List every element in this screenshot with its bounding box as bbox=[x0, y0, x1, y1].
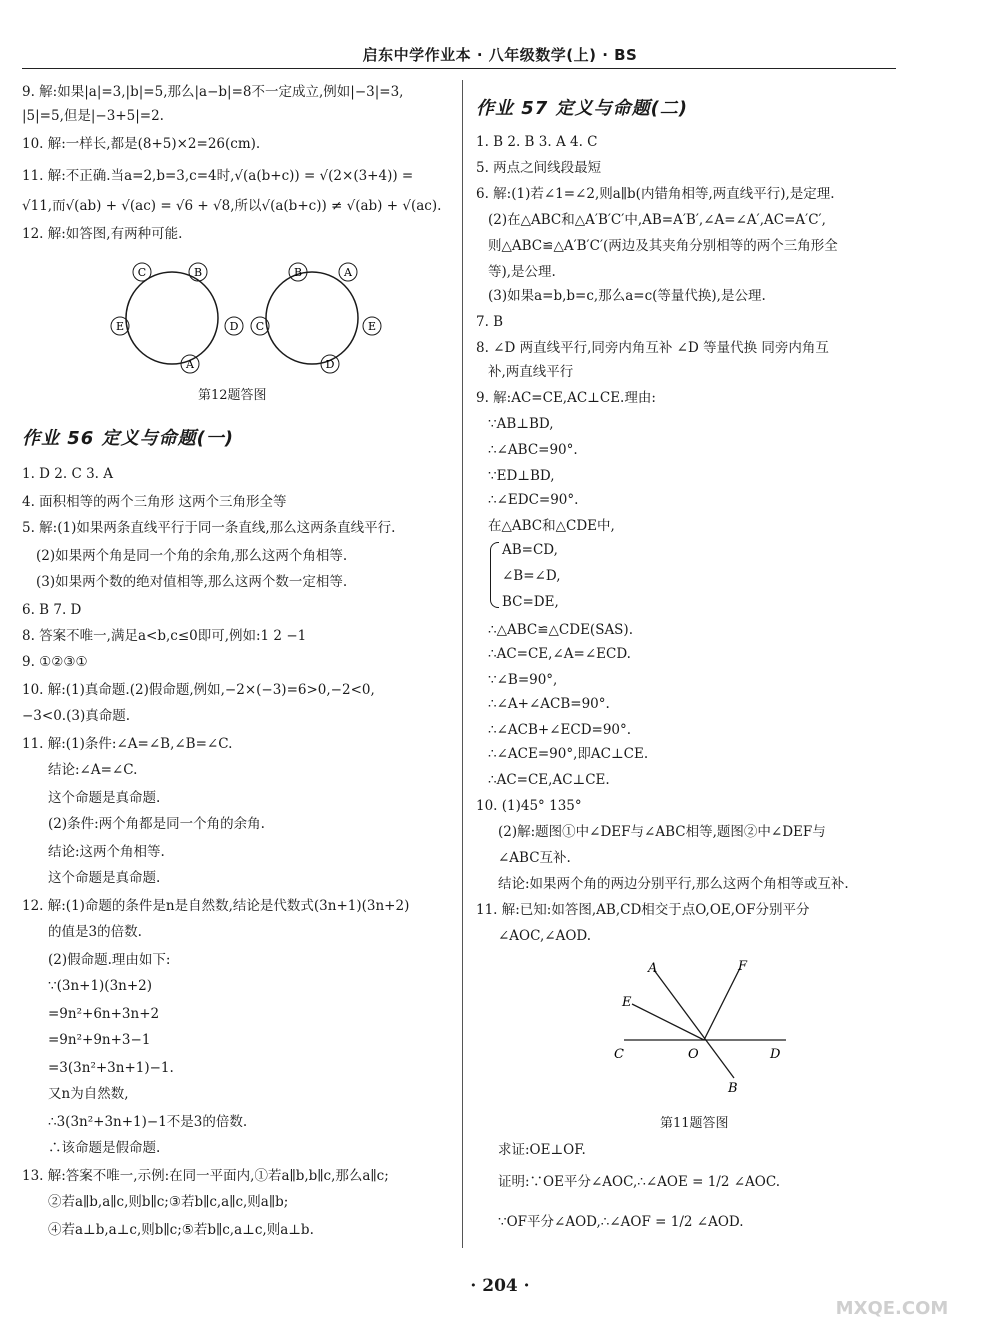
answer-line: ②若a∥b,a∥c,则b∥c;③若b∥c,a∥c,则a∥b; bbox=[48, 1194, 289, 1210]
point-label: E bbox=[622, 995, 632, 1010]
answer-line: 13. 解:答案不唯一,示例:在同一平面内,①若a∥b,b∥c,那么a∥c; bbox=[22, 1168, 389, 1184]
figure-11-caption: 第11题答图 bbox=[660, 1116, 729, 1131]
answer-line: 又n为自然数, bbox=[48, 1086, 129, 1102]
answer-line: 1. B 2. B 3. A 4. C bbox=[476, 134, 598, 150]
answer-line: ∴∠ACE=90°,即AC⊥CE. bbox=[488, 746, 649, 762]
point-label: B bbox=[728, 1081, 738, 1094]
point-label: F bbox=[738, 959, 748, 974]
point-label: A bbox=[648, 961, 658, 976]
seat-label: B bbox=[293, 266, 303, 279]
answer-line: 9. 解:AC=CE,AC⊥CE.理由: bbox=[476, 390, 656, 406]
answer-line: 结论:这两个角相等. bbox=[48, 844, 165, 860]
answer-line: (2)假命题.理由如下: bbox=[48, 952, 171, 968]
answer-line: ∴∠ABC=90°. bbox=[488, 442, 578, 458]
answer-line: (2)在△ABC和△A′B′C′中,AB=A′B′,∠A=∠A′,AC=A′C′, bbox=[488, 212, 826, 228]
answer-line: 12. 解:如答图,有两种可能. bbox=[22, 226, 183, 242]
point-label: C bbox=[614, 1047, 624, 1062]
header-rule bbox=[22, 68, 896, 69]
answer-line: 5. 解:(1)如果两条直线平行于同一条直线,那么这两条直线平行. bbox=[22, 520, 396, 536]
answer-line: 的值是3的倍数. bbox=[48, 924, 142, 940]
answer-line: BC=DE, bbox=[502, 594, 559, 610]
answer-line: ∴∠A+∠ACB=90°. bbox=[488, 696, 610, 712]
left-circle-diagram bbox=[111, 263, 243, 373]
answer-line: 5. 两点之间线段最短 bbox=[476, 160, 602, 176]
answer-line: ∠AOC,∠AOD. bbox=[498, 928, 592, 944]
answer-line: 8. ∠D 两直线平行,同旁内角互补 ∠D 等量代换 同旁内角互 bbox=[476, 340, 829, 356]
answer-line: 11. 解:已知:如答图,AB,CD相交于点O,OE,OF分别平分 bbox=[476, 902, 810, 918]
answer-line: 结论:∠A=∠C. bbox=[48, 762, 138, 778]
figure-11-lines bbox=[610, 958, 800, 1094]
answer-line: ∵OF平分∠AOD,∴∠AOF = 1/2 ∠AOD. bbox=[498, 1214, 744, 1230]
answer-line: 9. 解:如果|a|=3,|b|=5,那么|a−b|=8不一定成立,例如|−3|=3, bbox=[22, 84, 404, 100]
answer-line: (3)如果a=b,b=c,那么a=c(等量代换),是公理. bbox=[488, 288, 766, 304]
page-number: · 204 · bbox=[470, 1276, 530, 1296]
answer-line: 结论:如果两个角的两边分别平行,那么这两个角相等或互补. bbox=[498, 876, 849, 892]
seat-label: B bbox=[193, 266, 203, 279]
answer-line: 10. 解:(1)真命题.(2)假命题,例如,−2×(−3)=6>0,−2<0, bbox=[22, 682, 375, 698]
answer-line: ∴△ABC≌△CDE(SAS). bbox=[488, 622, 633, 638]
answer-line: 11. 解:(1)条件:∠A=∠B,∠B=∠C. bbox=[22, 736, 233, 752]
answer-line: √11,而√(ab) + √(ac) = √6 + √8,所以√(a(b+c)) ≠ √(ab) + √(ac). bbox=[22, 198, 442, 214]
answer-line: 证明:∵OE平分∠AOC,∴∠AOE = 1/2 ∠AOC. bbox=[498, 1174, 780, 1190]
answer-line: ∠B=∠D, bbox=[502, 568, 561, 584]
answer-line: ∵∠B=90°, bbox=[488, 672, 558, 688]
answer-line: ∴3(3n²+3n+1)−1不是3的倍数. bbox=[48, 1114, 248, 1130]
answer-line: ∴该命题是假命题. bbox=[48, 1140, 161, 1156]
answer-line: 等),是公理. bbox=[488, 264, 556, 280]
answer-line: ∴∠ACB+∠ECD=90°. bbox=[488, 722, 632, 738]
watermark-logo bbox=[760, 1226, 970, 1292]
answer-line: 11. 解:不正确.当a=2,b=3,c=4时,√(a(b+c)) = √(2×(3+4)) = bbox=[22, 168, 414, 184]
answer-line: −3<0.(3)真命题. bbox=[22, 708, 131, 724]
point-label: O bbox=[688, 1047, 699, 1062]
seat-label: A bbox=[344, 266, 352, 279]
figure-12-circles bbox=[92, 254, 392, 374]
answer-line: ∴AC=CE,AC⊥CE. bbox=[488, 772, 610, 788]
section-56-title: 作业 56 定义与命题(一) bbox=[22, 428, 235, 449]
seat-label: D bbox=[229, 320, 239, 333]
answer-line: 7. B bbox=[476, 314, 504, 330]
answer-line: (2)条件:两个角都是同一个角的余角. bbox=[48, 816, 265, 832]
answer-line: 8. 答案不唯一,满足a<b,c≤0即可,例如:1 2 −1 bbox=[22, 628, 307, 644]
answer-line: 1. D 2. C 3. A bbox=[22, 466, 113, 482]
seat-label: C bbox=[255, 320, 265, 333]
answer-line: ∠ABC互补. bbox=[498, 850, 571, 866]
seat-label: D bbox=[325, 358, 335, 371]
answer-line: 求证:OE⊥OF. bbox=[498, 1142, 586, 1158]
answer-line: ∵ED⊥BD, bbox=[488, 468, 555, 484]
right-circle-diagram bbox=[251, 263, 381, 373]
answer-line: 10. 解:一样长,都是(8+5)×2=26(cm). bbox=[22, 136, 261, 152]
answer-line: 补,两直线平行 bbox=[488, 364, 574, 380]
answer-line: 6. 解:(1)若∠1=∠2,则a∥b(内错角相等,两直线平行),是定理. bbox=[476, 186, 835, 202]
point-label: D bbox=[770, 1047, 781, 1062]
answer-line: ∴AC=CE,∠A=∠ECD. bbox=[488, 646, 631, 662]
answer-line: 则△ABC≌△A′B′C′(两边及其夹角分别相等的两个三角形全 bbox=[488, 238, 838, 254]
answer-line: 在△ABC和△CDE中, bbox=[488, 518, 615, 534]
answer-line: =9n²+6n+3n+2 bbox=[48, 1006, 160, 1022]
answer-line: 10. (1)45° 135° bbox=[476, 798, 582, 814]
answer-line: 这个命题是真命题. bbox=[48, 870, 161, 886]
section-57-title: 作业 57 定义与命题(二) bbox=[476, 98, 689, 119]
answer-line: ④若a⊥b,a⊥c,则b∥c;⑤若b∥c,a⊥c,则a⊥b. bbox=[48, 1222, 314, 1238]
answer-line: 9. ①②③① bbox=[22, 654, 88, 670]
answer-line: |5|=5,但是|−3+5|=2. bbox=[22, 108, 164, 124]
answer-line: ∵(3n+1)(3n+2) bbox=[48, 978, 153, 994]
figure-12-caption: 第12题答图 bbox=[198, 388, 267, 403]
seat-label: E bbox=[115, 320, 125, 333]
brace-bracket bbox=[490, 542, 499, 608]
watermark-url: MXQE.COM bbox=[835, 1298, 949, 1319]
seat-label: A bbox=[186, 358, 194, 371]
answer-line: ∴∠EDC=90°. bbox=[488, 492, 579, 508]
column-divider bbox=[462, 80, 463, 1248]
answer-line: 6. B 7. D bbox=[22, 602, 82, 618]
answer-line: AB=CD, bbox=[502, 542, 558, 558]
answer-line: =9n²+9n+3−1 bbox=[48, 1032, 151, 1048]
answer-line: (3)如果两个数的绝对值相等,那么这两个数一定相等. bbox=[36, 574, 348, 590]
seat-label: E bbox=[367, 320, 377, 333]
answer-line: ∵AB⊥BD, bbox=[488, 416, 554, 432]
ray-of bbox=[704, 968, 740, 1040]
answer-line: (2)如果两个角是同一个角的余角,那么这两个角相等. bbox=[36, 548, 348, 564]
answer-line: =3(3n²+3n+1)−1. bbox=[48, 1060, 174, 1076]
answer-line: (2)解:题图①中∠DEF与∠ABC相等,题图②中∠DEF与 bbox=[498, 824, 826, 840]
answer-line: 4. 面积相等的两个三角形 这两个三角形全等 bbox=[22, 494, 287, 510]
seat-label: C bbox=[137, 266, 147, 279]
answer-line: 这个命题是真命题. bbox=[48, 790, 161, 806]
page-header: 启东中学作业本 · 八年级数学(上) · BS bbox=[362, 46, 638, 64]
answer-line: 12. 解:(1)命题的条件是n是自然数,结论是代数式(3n+1)(3n+2) bbox=[22, 898, 410, 914]
